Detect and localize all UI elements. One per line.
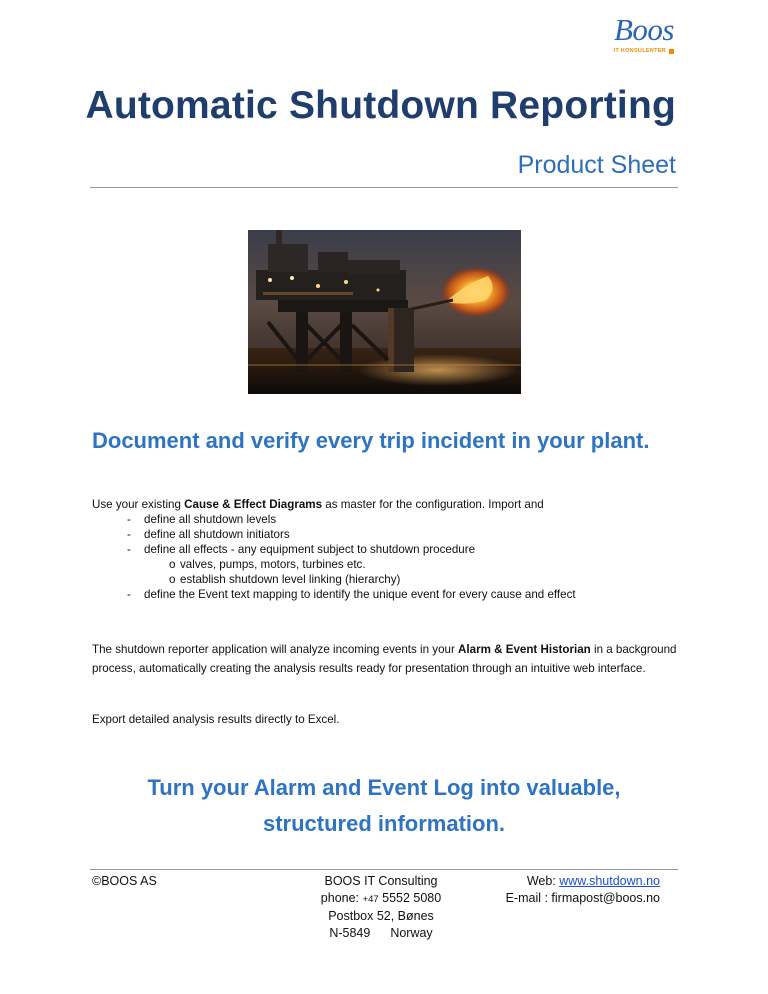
footer-web-label: Web: (526, 874, 560, 888)
analysis-text-bold: Alarm & Event Historian (458, 643, 591, 656)
sub-list-bullet: o (169, 573, 176, 586)
footer-phone-prefix: +47 (362, 894, 379, 905)
sub-list-bullet: o (169, 558, 176, 571)
logo-square-icon (669, 49, 674, 54)
sub-list-item-text: valves, pumps, motors, turbines etc. (180, 558, 366, 571)
footer-contact (486, 873, 660, 907)
header-divider (90, 187, 678, 188)
footer-web-line (486, 873, 660, 890)
closing-heading (90, 770, 678, 842)
export-paragraph: Export detailed analysis results directly to Excel. (92, 713, 340, 726)
sub-list-item (169, 572, 401, 587)
analysis-paragraph (92, 640, 692, 678)
section-heading-document: Document and verify every trip incident in your plant. (92, 428, 650, 453)
logo-wordmark: Boos (614, 12, 674, 47)
list-item (127, 527, 290, 542)
list-item (127, 587, 576, 602)
intro-text-bold: Cause & Effect Diagrams (184, 498, 323, 511)
footer-email-line (486, 890, 660, 907)
closing-heading-line2: structured information. (262, 811, 505, 836)
sub-list-item-text: establish shutdown level linking (hierarchy) (180, 573, 401, 586)
list-item-text: define all effects - any equipment subject to shutdown procedure (144, 543, 476, 556)
analysis-text-post: in a background process, automatically creating the analysis results ready for presentation through an intuitive web interface. (92, 643, 677, 675)
footer-web-link[interactable]: www.shutdown.no (559, 874, 660, 888)
footer-postcode-line (296, 925, 466, 942)
page-title: Automatic Shutdown Reporting (85, 84, 676, 127)
footer-company: BOOS IT Consulting (324, 874, 438, 888)
footer-email[interactable]: firmapost@boos.no (551, 891, 660, 905)
list-item (127, 512, 277, 527)
sub-list-item (169, 557, 366, 572)
platform-flare-photo (248, 230, 521, 394)
list-dash: - (127, 543, 131, 556)
footer-copyright: ©BOOS AS (92, 874, 157, 888)
company-logo (592, 14, 674, 54)
page-subtitle: Product Sheet (517, 151, 676, 179)
footer-country: Norway (390, 926, 433, 940)
list-item-text: define all shutdown initiators (144, 528, 290, 541)
analysis-text-pre: The shutdown reporter application will analyze incoming events in your (92, 643, 459, 656)
intro-text-pre: Use your existing (92, 498, 185, 511)
list-dash: - (127, 513, 131, 526)
footer-address (296, 873, 466, 942)
footer-postcode: N-5849 (329, 926, 371, 940)
footer-phone-label: phone: (320, 891, 363, 905)
footer-email-label: E-mail : (505, 891, 552, 905)
footer-phone (296, 890, 466, 908)
list-item-text: define all shutdown levels (144, 513, 277, 526)
list-item-text: define the Event text mapping to identify the unique event for every cause and effect (144, 588, 576, 601)
intro-text-post: as master for the configuration. Import and (322, 498, 544, 511)
list-dash: - (127, 528, 131, 541)
closing-heading-line1: Turn your Alarm and Event Log into valuable, (147, 775, 621, 800)
footer-postbox: Postbox 52, Bønes (328, 909, 434, 923)
intro-paragraph (92, 497, 544, 512)
list-dash: - (127, 588, 131, 601)
footer-divider (90, 869, 678, 870)
footer-phone-number: 5552 5080 (378, 891, 442, 905)
logo-tagline: IT KONSULENTER (613, 48, 666, 54)
platform-photo-drawing (248, 230, 521, 394)
list-item (127, 542, 476, 557)
